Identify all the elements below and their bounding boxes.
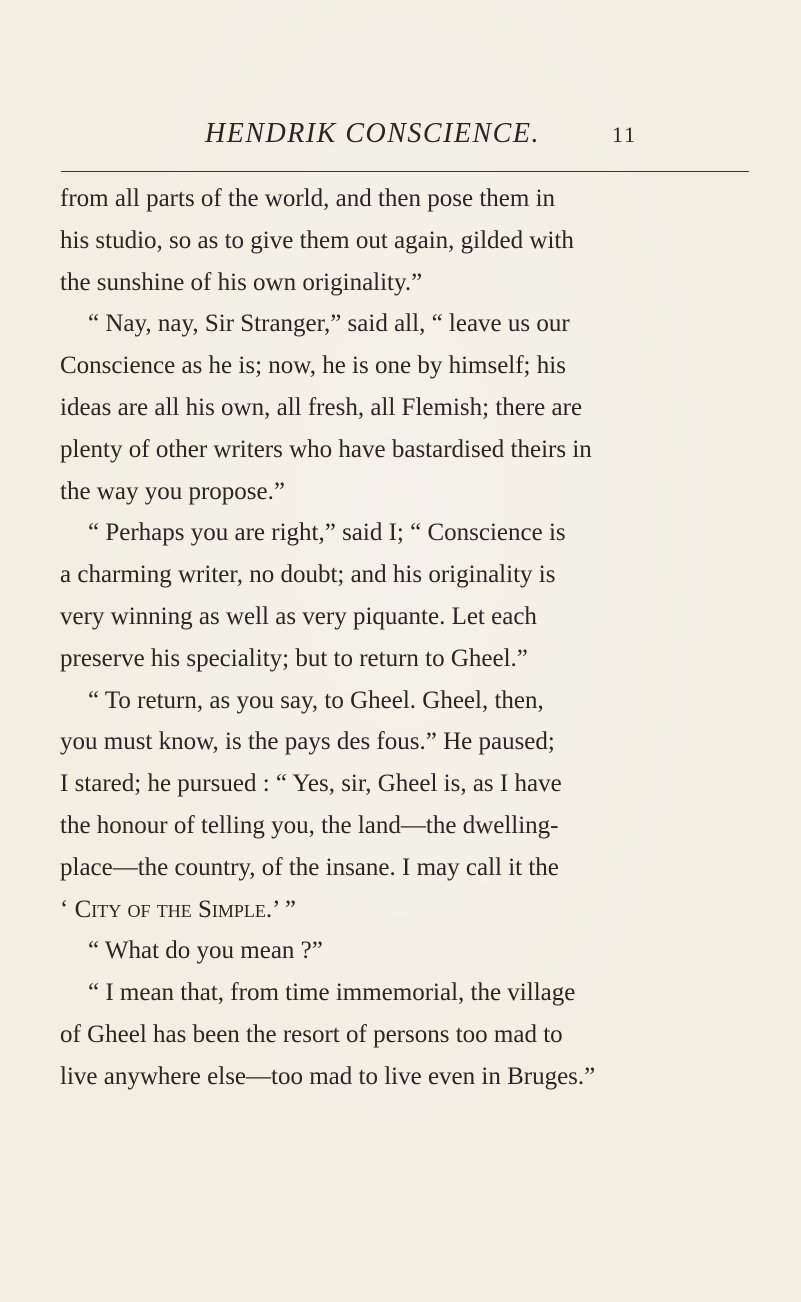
- header-rule: [61, 171, 749, 172]
- text-line: place—the country, of the insane. I may call it the: [60, 853, 559, 881]
- text-line: “ What do you mean ?”: [88, 937, 323, 965]
- text-line: his studio, so as to give them out again, gilded with: [60, 226, 574, 254]
- text-line: ‘ City of the Simple.’ ”: [60, 895, 296, 923]
- running-title: HENDRIK CONSCIENCE.: [205, 118, 540, 149]
- text-line: live anywhere else—too mad to live even in Bruges.”: [60, 1062, 596, 1090]
- text-line: you must know, is the pays des fous.” He paused;: [60, 728, 555, 756]
- text-line: plenty of other writers who have bastardised theirs in: [60, 435, 592, 463]
- text-line: “ Nay, nay, Sir Stranger,” said all, “ leave us our: [88, 310, 570, 338]
- running-head: [0, 118, 801, 158]
- text-line: a charming writer, no doubt; and his originality is: [60, 561, 556, 589]
- page-number: 11: [612, 122, 638, 147]
- text-line: ideas are all his own, all fresh, all Flemish; there are: [60, 393, 583, 421]
- text-line: “ I mean that, from time immemorial, the village: [88, 979, 576, 1007]
- text-line: the way you propose.”: [60, 477, 285, 505]
- text-line: very winning as well as very piquante. Let each: [60, 602, 537, 630]
- text-line: preserve his speciality; but to return to Gheel.”: [60, 644, 528, 672]
- text-line: “ To return, as you say, to Gheel. Gheel, then,: [88, 686, 544, 714]
- text-line: “ Perhaps you are right,” said I; “ Conscience is: [88, 519, 566, 547]
- text-line: Conscience as he is; now, he is one by himself; his: [60, 352, 566, 380]
- text-line: I stared; he pursued : “ Yes, sir, Gheel is, as I have: [60, 770, 562, 798]
- text-line: of Gheel has been the resort of persons too mad to: [60, 1020, 563, 1048]
- body-text: [60, 178, 760, 1098]
- text-line: from all parts of the world, and then pose them in: [60, 185, 556, 212]
- text-line: the sunshine of his own originality.”: [60, 268, 423, 296]
- text-line: the honour of telling you, the land—the dwelling-: [60, 811, 559, 839]
